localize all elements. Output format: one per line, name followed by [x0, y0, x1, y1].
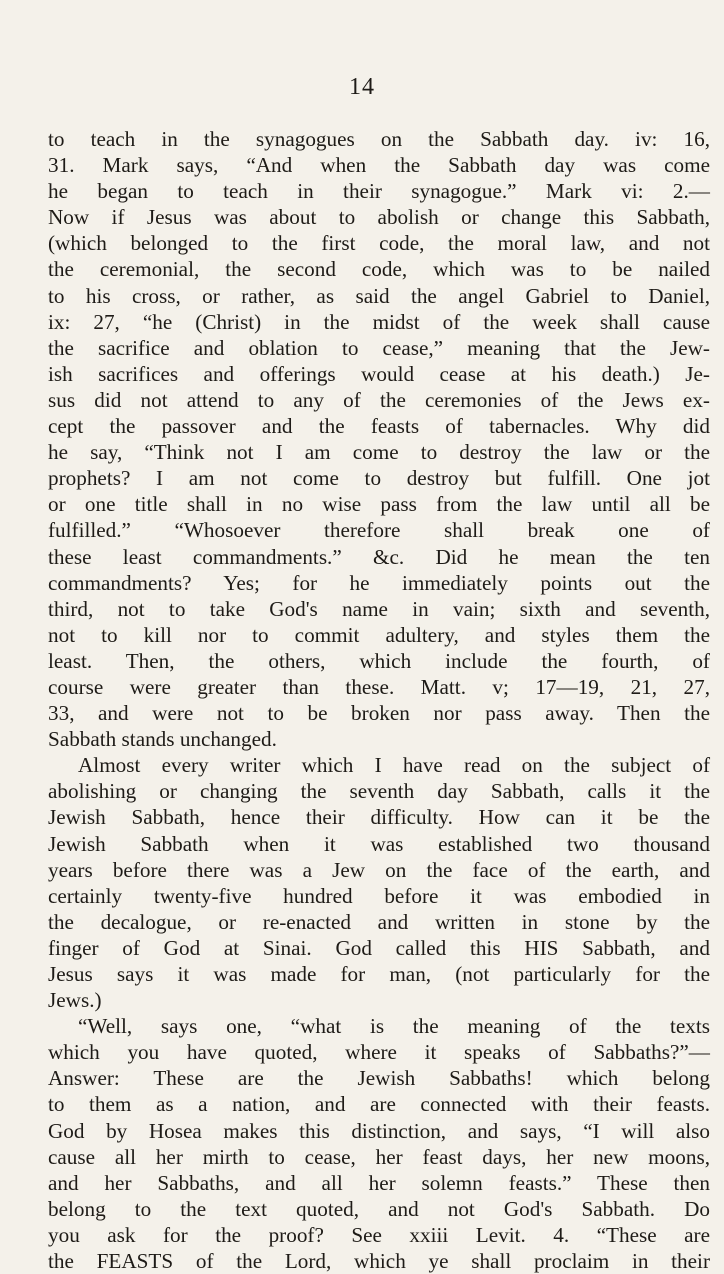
- text-line: Sabbath stands unchanged.: [48, 727, 277, 752]
- text-line: (which belonged to the first code, the moral law, and not: [48, 231, 710, 256]
- text-line: ish sacrifices and offerings would cease at his death.) Je-: [48, 361, 710, 386]
- page-number: 14: [349, 74, 375, 100]
- body-text: [48, 126, 710, 1274]
- text-line: the sacrifice and oblation to cease,” meaning that the Jew-: [48, 335, 710, 360]
- text-line: certainly twenty-five hundred before it was embodied in: [48, 883, 710, 908]
- text-line: cause all her mirth to cease, her feast days, her new moons,: [48, 1144, 710, 1169]
- text-line: Jesus says it was made for man, (not particularly for the: [48, 962, 710, 986]
- text-line: Almost every writer which I have read on the subject of: [78, 753, 710, 778]
- text-line: he began to teach in their synagogue.” Mark vi: 2.—: [48, 179, 710, 204]
- text-line: 31. Mark says, “And when the Sabbath day was come: [48, 153, 710, 178]
- text-line: fulfilled.” “Whosoever therefore shall break one of: [48, 518, 710, 543]
- text-line: third, not to take God's name in vain; sixth and seventh,: [48, 596, 710, 621]
- text-line: Jewish Sabbath, hence their difficulty. How can it be the: [48, 805, 710, 830]
- text-line: Now if Jesus was about to abolish or change this Sabbath,: [48, 205, 710, 230]
- text-line: 33, and were not to be broken nor pass away. Then the: [48, 701, 710, 726]
- text-line: Jews.): [48, 988, 102, 1013]
- text-line: belong to the text quoted, and not God's Sabbath. Do: [48, 1196, 710, 1221]
- text-line: the FEASTS of the Lord, which ye shall proclaim in their: [48, 1249, 710, 1274]
- text-line: course were greater than these. Matt. v; 17—19, 21, 27,: [48, 674, 710, 699]
- text-line: prophets? I am not come to destroy but fulfill. One jot: [48, 466, 710, 491]
- text-line: the ceremonial, the second code, which was to be nailed: [48, 257, 710, 282]
- text-line: not to kill nor to commit adultery, and styles them the: [48, 622, 710, 647]
- text-line: you ask for the proof? See xxiii Levit. 4. “These are: [48, 1222, 710, 1247]
- text-line: or one title shall in no wise pass from the law until all be: [48, 492, 710, 517]
- text-line: commandments? Yes; for he immediately points out the: [48, 570, 710, 595]
- text-line: these least commandments.” &c. Did he mean the ten: [48, 544, 710, 569]
- text-line: Answer: These are the Jewish Sabbaths! which belong: [48, 1066, 710, 1091]
- text-line: which you have quoted, where it speaks of Sabbaths?”—: [48, 1040, 710, 1065]
- text-line: Jewish Sabbath when it was established two thousand: [48, 831, 710, 856]
- text-line: the decalogue, or re-enacted and written in stone by the: [48, 909, 710, 934]
- text-line: to his cross, or rather, as said the angel Gabriel to Daniel,: [48, 283, 710, 308]
- text-line: abolishing or changing the seventh day Sabbath, calls it the: [48, 779, 710, 804]
- text-line: “Well, says one, “what is the meaning of the texts: [78, 1014, 710, 1039]
- text-line: to teach in the synagogues on the Sabbath day. iv: 16,: [48, 127, 710, 151]
- text-line: least. Then, the others, which include the fourth, of: [48, 648, 710, 673]
- text-line: sus did not attend to any of the ceremonies of the Jews ex-: [48, 387, 710, 412]
- text-line: finger of God at Sinai. God called this HIS Sabbath, and: [48, 935, 710, 960]
- text-line: ix: 27, “he (Christ) in the midst of the week shall cause: [48, 309, 710, 334]
- text-line: cept the passover and the feasts of tabernacles. Why did: [48, 414, 710, 439]
- text-line: and her Sabbaths, and all her solemn feasts.” These then: [48, 1170, 710, 1195]
- text-line: years before there was a Jew on the face of the earth, and: [48, 857, 710, 882]
- text-line: God by Hosea makes this distinction, and says, “I will also: [48, 1118, 710, 1143]
- text-line: to them as a nation, and are connected with their feasts.: [48, 1092, 710, 1117]
- text-line: he say, “Think not I am come to destroy the law or the: [48, 440, 710, 465]
